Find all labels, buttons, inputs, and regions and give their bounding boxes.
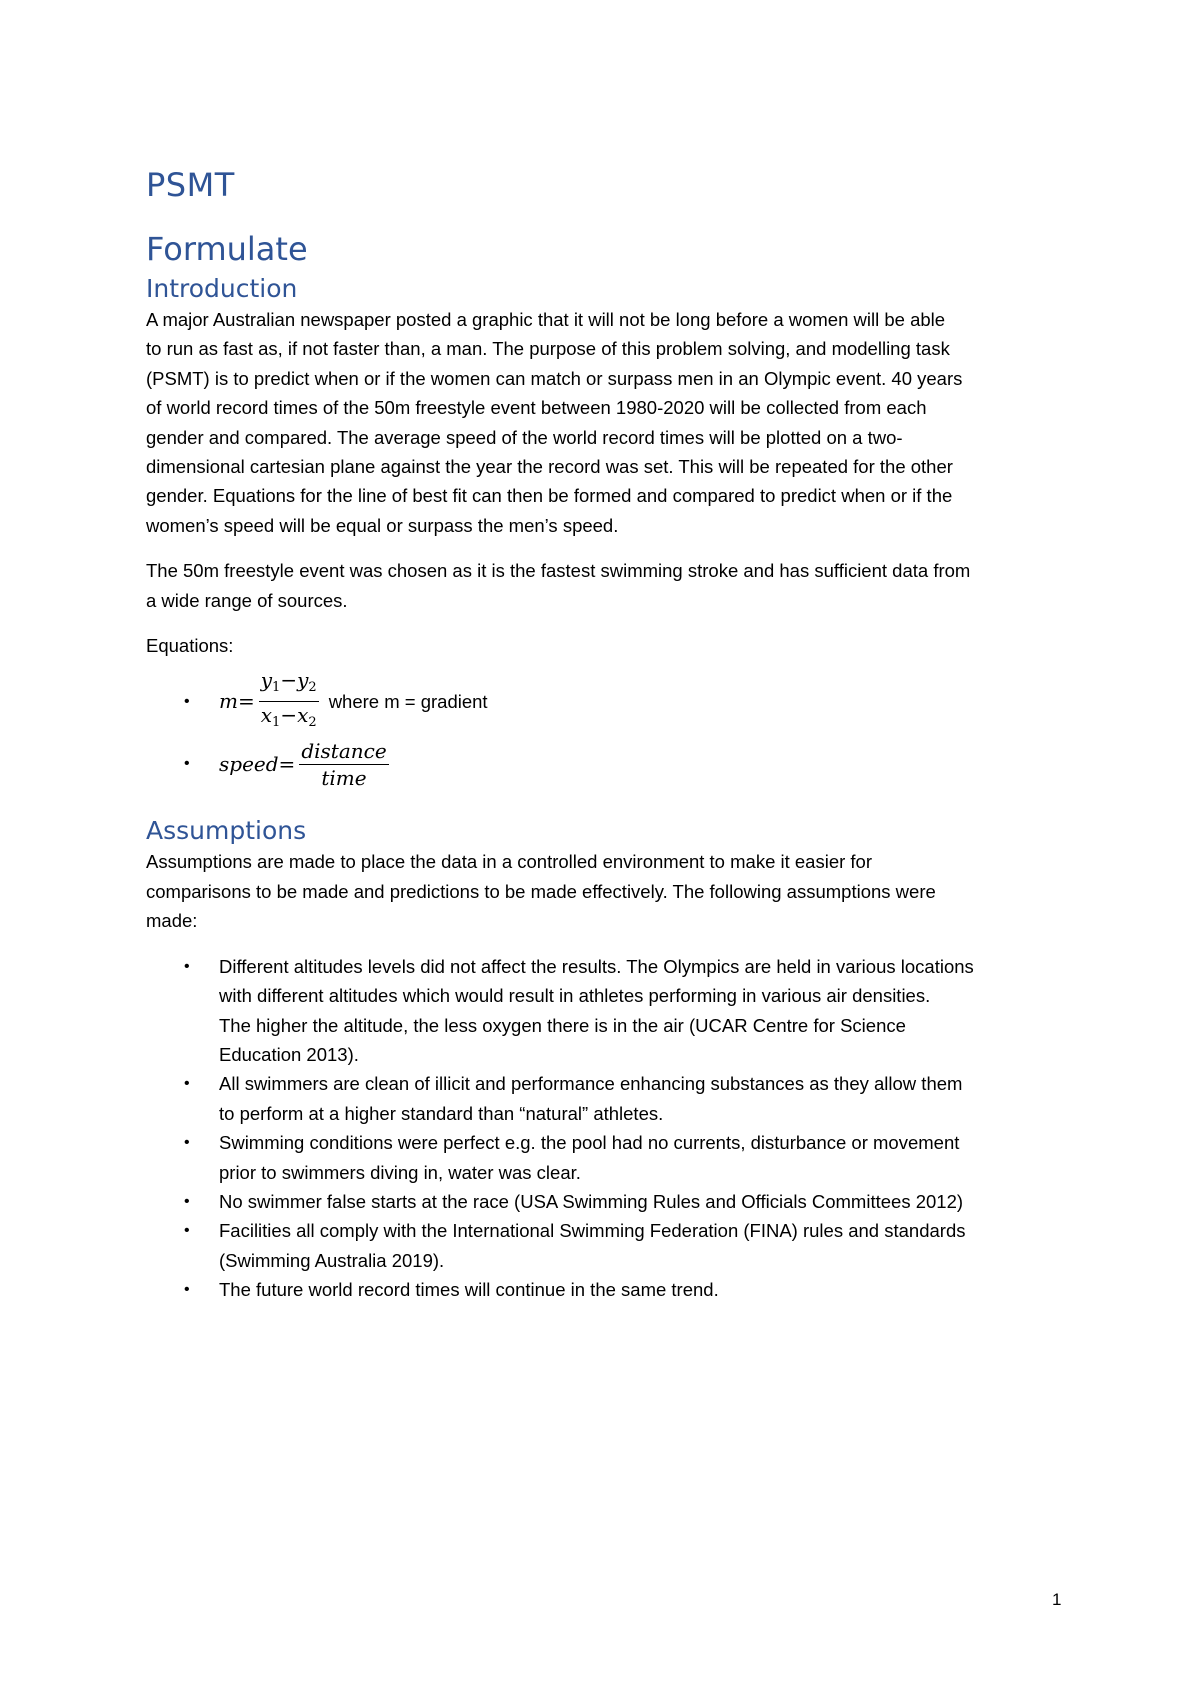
heading-introduction: Introduction <box>146 274 298 303</box>
speed-formula <box>219 739 393 790</box>
assumption-item <box>146 1275 1066 1304</box>
assumption-line: The higher the altitude, the less oxygen there is in the air (UCAR Centre for Science <box>219 1014 906 1036</box>
speed-lhs: speed <box>219 751 279 776</box>
introduction-paragraph <box>146 305 1066 540</box>
gradient-note: where m = gradient <box>328 691 488 713</box>
assumptions-intro-line: comparisons to be made and predictions to be made effectively. The following assumptions were <box>146 880 936 902</box>
assumptions-intro <box>146 847 1066 935</box>
equations-list <box>146 668 1066 793</box>
assumption-item <box>146 952 1066 1070</box>
assumption-line: with different altitudes which would result in athletes performing in various air densities. <box>219 985 931 1007</box>
bullet-icon: • <box>184 1075 190 1093</box>
assumptions-list <box>146 952 1066 1305</box>
bullet-icon: • <box>184 1192 190 1210</box>
assumption-line: prior to swimmers diving in, water was clear. <box>219 1161 581 1183</box>
intro-line: of world record times of the 50m freestyle event between 1980-2020 will be collected from each <box>146 397 927 419</box>
bullet-icon: • <box>184 755 190 773</box>
assumption-line: The future world record times will continue in the same trend. <box>219 1279 719 1301</box>
assumption-item <box>146 1128 1066 1187</box>
heading-assumptions: Assumptions <box>146 816 307 846</box>
speed-fraction <box>299 739 388 790</box>
assumption-line: No swimmer false starts at the race (USA Swimming Rules and Officials Committees 2012) <box>219 1190 964 1212</box>
assumptions-intro-line: Assumptions are made to place the data in a controlled environment to make it easier for <box>146 851 872 873</box>
page-content <box>146 165 1066 1305</box>
assumption-item <box>146 1069 1066 1128</box>
assumption-line: Swimming conditions were perfect e.g. the pool had no currents, disturbance or movement <box>219 1132 960 1154</box>
assumptions-intro-line: made: <box>146 910 198 932</box>
bullet-icon: • <box>184 1222 190 1240</box>
intro-line: gender. Equations for the line of best fit can then be formed and compared to predict when or if the <box>146 485 953 507</box>
intro-line: (PSMT) is to predict when or if the women can match or surpass men in an Olympic event. 40 years <box>146 367 963 389</box>
equation-speed <box>146 735 1066 793</box>
equals-sign: = <box>278 751 296 776</box>
assumption-item <box>146 1216 1066 1275</box>
gradient-numerator: $y_1-y_2$ <box>259 668 319 702</box>
bullet-icon: • <box>184 692 190 710</box>
event-choice-line: The 50m freestyle event was chosen as it is the fastest swimming stroke and has sufficient data from <box>146 560 971 582</box>
intro-line: dimensional cartesian plane against the year the record was set. This will be repeated for the other <box>146 456 953 478</box>
bullet-icon: • <box>184 1281 190 1299</box>
equations-label: Equations: <box>146 635 234 657</box>
equation-gradient <box>146 668 1066 735</box>
assumption-line: to perform at a higher standard than “natural” athletes. <box>219 1102 664 1124</box>
intro-line: to run as fast as, if not faster than, a man. The purpose of this problem solving, and modelling task <box>146 338 950 360</box>
document-title: PSMT <box>146 166 235 204</box>
assumption-line: Facilities all comply with the International Swimming Federation (FINA) rules and standards <box>219 1220 966 1242</box>
equals-sign: = <box>237 689 255 714</box>
bullet-icon: • <box>184 1134 190 1152</box>
bullet-icon: • <box>184 957 190 975</box>
gradient-lhs: m <box>219 689 238 714</box>
speed-numerator: distance <box>301 738 387 763</box>
assumption-line: Education 2013). <box>219 1043 359 1065</box>
gradient-fraction <box>259 668 319 735</box>
gradient-formula <box>219 668 323 735</box>
assumption-line: Different altitudes levels did not affect the results. The Olympics are held in various locations <box>219 955 974 977</box>
assumption-item <box>146 1187 1066 1216</box>
intro-line: A major Australian newspaper posted a graphic that it will not be long before a women will be able <box>146 309 946 330</box>
intro-line: women’s speed will be equal or surpass the men’s speed. <box>146 514 619 536</box>
assumption-line: (Swimming Australia 2019). <box>219 1249 445 1271</box>
event-choice-paragraph <box>146 556 1066 615</box>
intro-line: gender and compared. The average speed of the world record times will be plotted on a two- <box>146 426 903 448</box>
event-choice-line: a wide range of sources. <box>146 589 348 611</box>
speed-denominator: time <box>321 765 367 790</box>
gradient-denominator: $x_1-x_2$ <box>260 703 317 731</box>
page-number: 1 <box>1052 1590 1062 1609</box>
assumption-line: All swimmers are clean of illicit and performance enhancing substances as they allow them <box>219 1073 963 1095</box>
section-heading-formulate: Formulate <box>146 230 308 268</box>
